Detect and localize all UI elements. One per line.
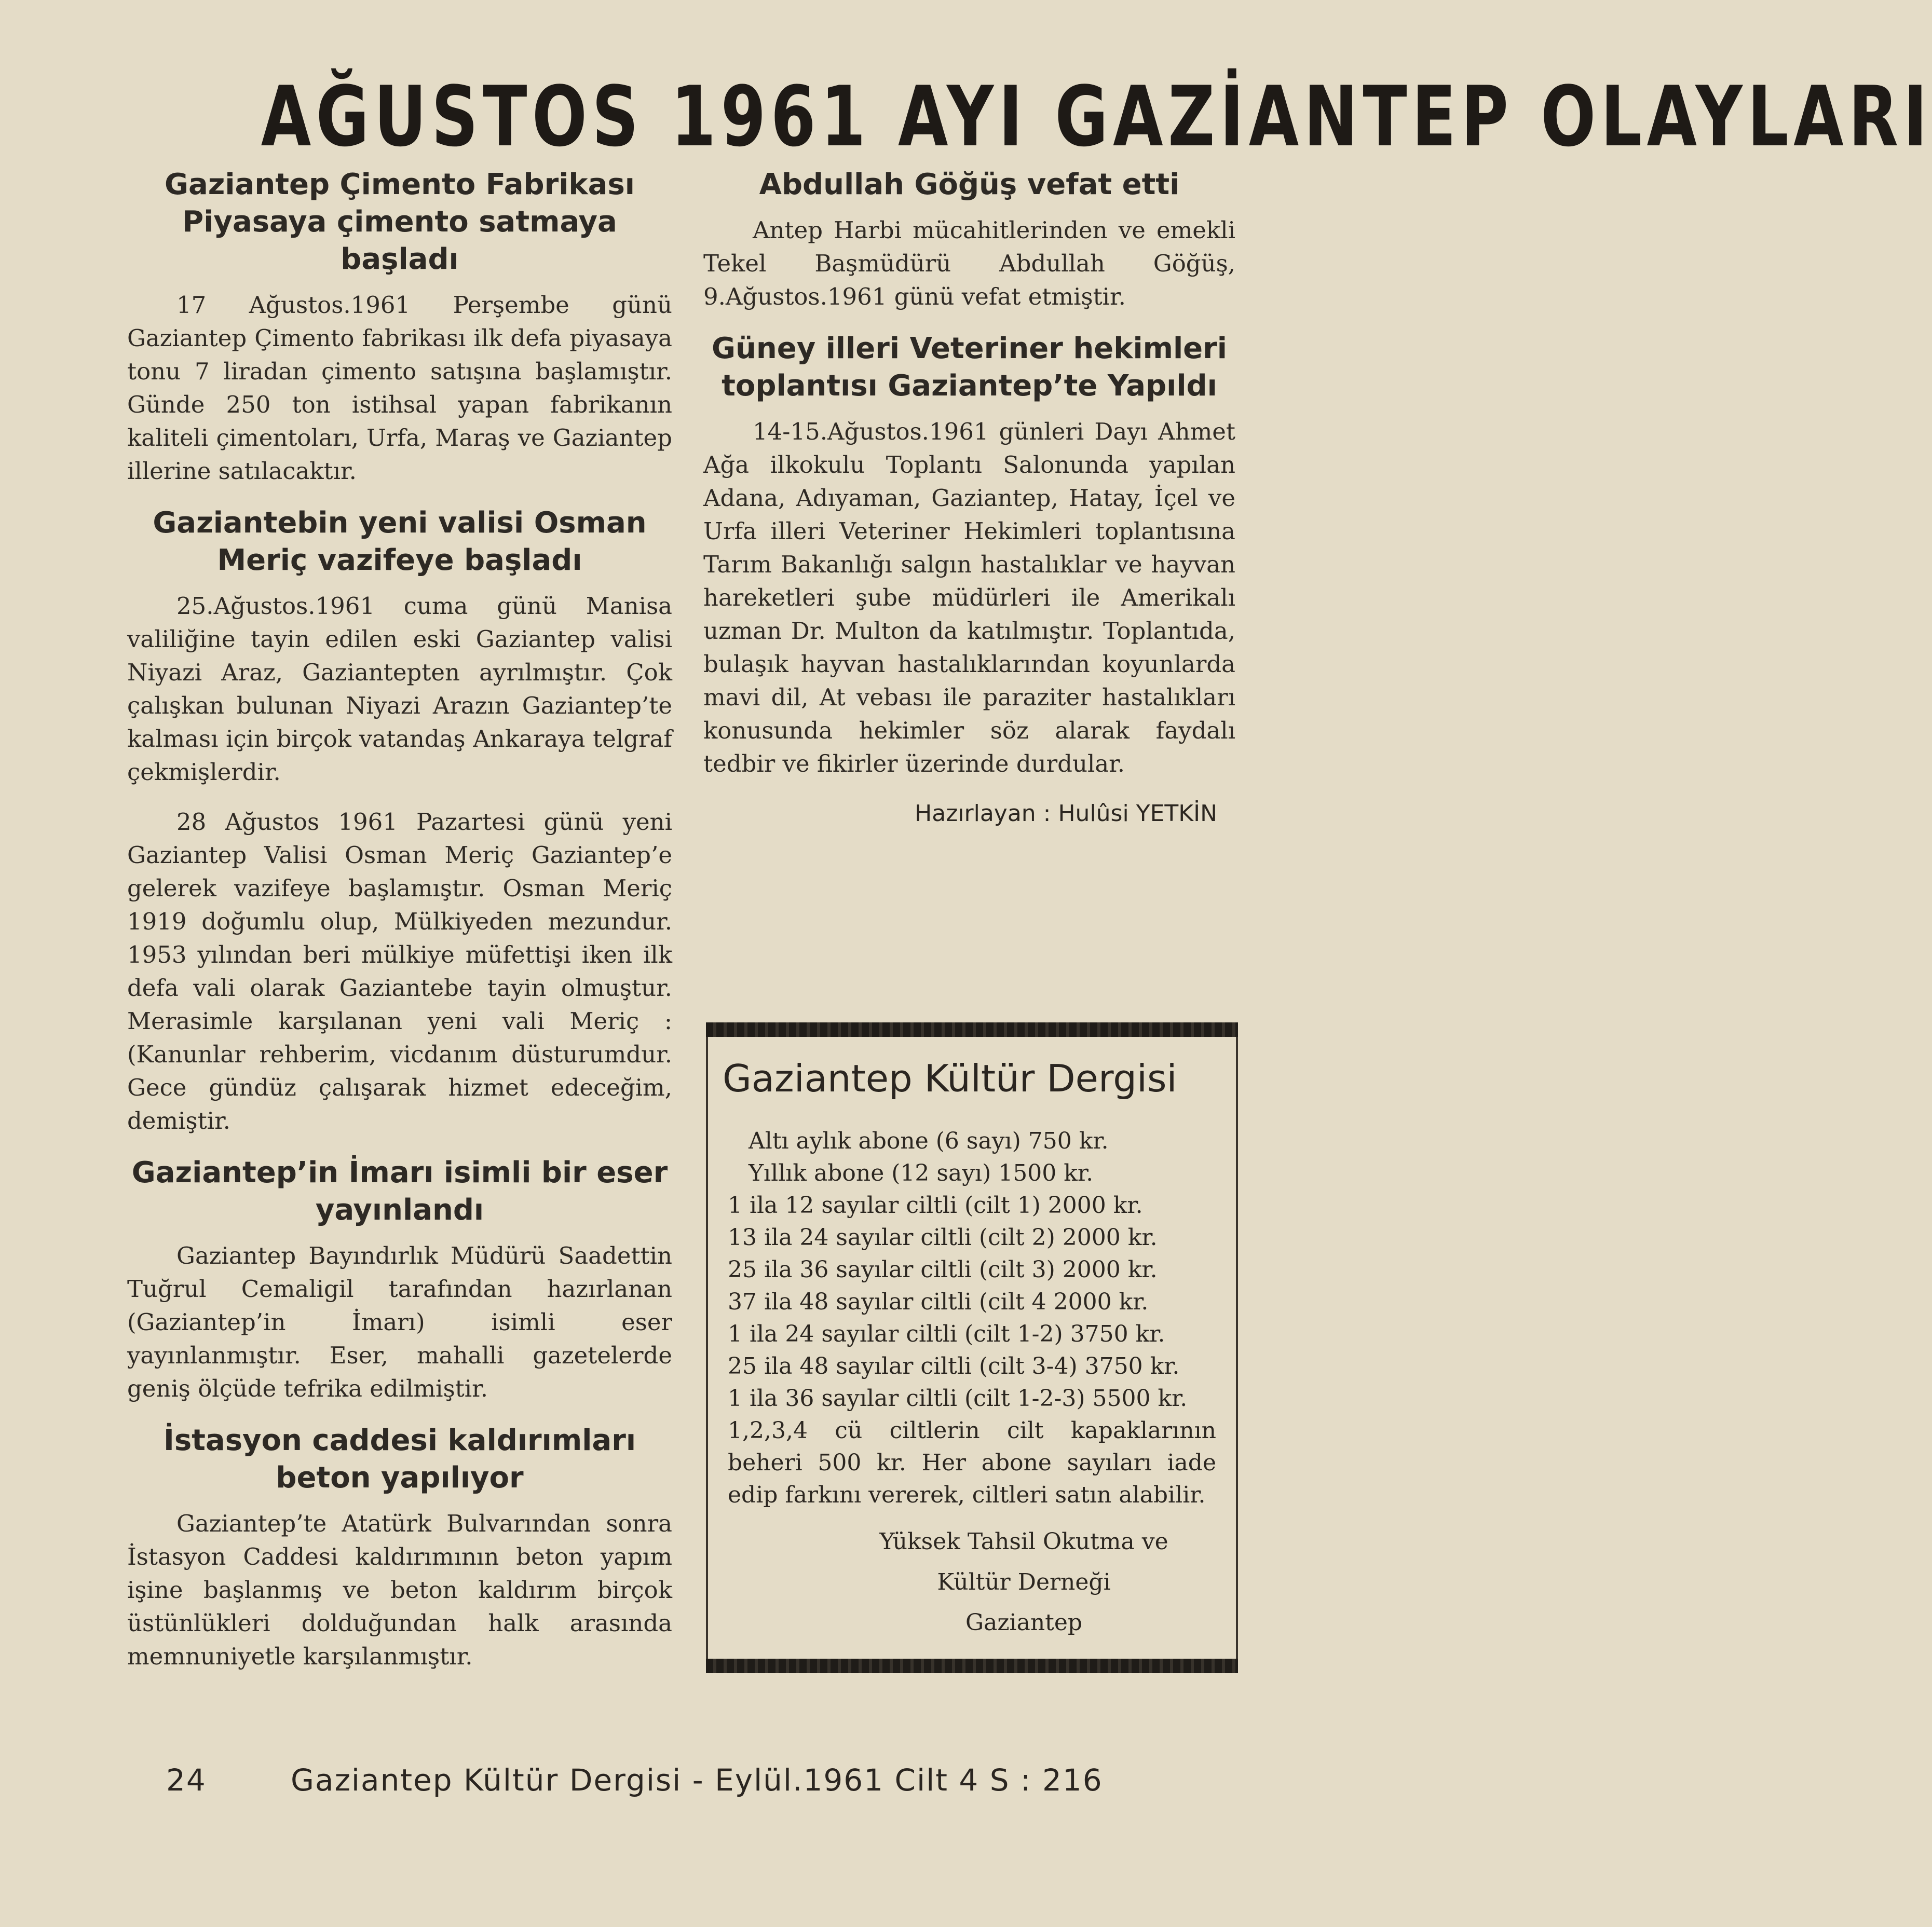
page-footer — [166, 1759, 1246, 1801]
price-line: 25 ila 36 sayılar ciltli (cilt 3) 2000 kr. — [728, 1256, 1158, 1283]
signature-line: Kültür Derneği — [937, 1569, 1111, 1595]
article-heading: Gaziantebin yeni valisi Osman Meriç vazifeye başladı — [153, 506, 647, 577]
signature-line: Gaziantep — [965, 1609, 1083, 1636]
article-istasyon — [127, 1422, 672, 1673]
article-paragraph: Gaziantep’te Atatürk Bulvarından sonra İstasyon Caddesi kaldırımının beton yapım işine başlanmış ve beton kaldırım birçok üstünlükleri dolduğundan halk arasında memnuniyetle karşılanmıştır. — [127, 1510, 672, 1670]
price-line: Altı aylık abone (6 sayı) 750 kr. — [749, 1128, 1109, 1154]
article-vefat — [703, 166, 1235, 313]
page-masthead: AĞUSTOS 1961 AYI GAZİANTEP OLAYLARI — [261, 68, 1932, 165]
article-heading: İstasyon caddesi kaldırımları beton yapılıyor — [163, 1424, 636, 1495]
article-heading: Güney illeri Veteriner hekimleri toplantısı Gaziantep’te Yapıldı — [712, 332, 1227, 403]
article-heading: Gaziantep’in İmarı isimli bir eser yayınlandı — [131, 1156, 668, 1227]
right-column — [703, 166, 1235, 830]
ad-title: Gaziantep Kültür Dergisi — [723, 1057, 1177, 1100]
article-paragraph: 25.Ağustos.1961 cuma günü Manisa valiliğine tayin edilen eski Gaziantep valisi Niyazi Araz, Gaziantepten ayrılmıştır. Çok çalışkan bulunan Niyazi Arazın Gaziantep’te kalması için birçok vatandaş Ankaraya telgraf çekmişlerdir. — [127, 592, 672, 786]
article-heading: Abdullah Göğüş vefat etti — [759, 168, 1180, 201]
ad-top-rule — [706, 1022, 1238, 1037]
ad-signature — [728, 1522, 1216, 1643]
price-line: 1 ila 24 sayılar ciltli (cilt 1-2) 3750 kr. — [728, 1321, 1165, 1347]
price-line: 13 ila 24 sayılar ciltli (cilt 2) 2000 kr. — [728, 1224, 1158, 1251]
byline: Hazırlayan : Hulûsi YETKİN — [915, 800, 1217, 827]
article-paragraph: Gaziantep Bayındırlık Müdürü Saadettin Tuğrul Cemaligil tarafından hazırlanan (Gaziantep’in İmarı) isimli eser yayınlanmıştır. Eser, mahalli gazetelerde geniş ölçüde tefrika edilmiştir. — [127, 1242, 672, 1402]
ad-bottom-rule — [706, 1659, 1238, 1673]
footer-text: Gaziantep Kültür Dergisi - Eylül.1961 Cilt 4 S : 216 — [291, 1762, 1103, 1798]
signature-line: Yüksek Tahsil Okutma ve — [879, 1528, 1168, 1555]
subscription-ad — [706, 1022, 1238, 1673]
ad-box — [706, 1037, 1238, 1659]
article-paragraph: 14-15.Ağustos.1961 günleri Dayı Ahmet Ağa ilkokulu Toplantı Salonunda yapılan Adana, Adıyaman, Gaziantep, Hatay, İçel ve Urfa illeri Veteriner Hekimleri toplantısına Tarım Bakanlığı salgın hastalıklar ve hayvan hareketleri şube müdürleri ile Amerikalı uzman Dr. Multon da katılmıştır. Toplantıda, bulaşık hayvan hastalıklarından koyunlarda mavi dil, At vebası ile paraziter hastalıkları konusunda hekimler söz alarak faydalı tedbir ve fikirler üzerinde durdular. — [703, 418, 1235, 777]
article-imar — [127, 1154, 672, 1405]
page-number: 24 — [166, 1762, 207, 1798]
price-line: 1 ila 36 sayılar ciltli (cilt 1-2-3) 5500 kr. — [728, 1385, 1188, 1412]
ad-note: 1,2,3,4 cü ciltlerin cilt kapaklarının beheri 500 kr. Her abone sayıları iade edip farkını vererek, ciltleri satın alabilir. — [728, 1417, 1216, 1508]
price-line: 37 ila 48 sayılar ciltli (cilt 4 2000 kr. — [728, 1289, 1149, 1315]
article-paragraph: 17 Ağustos.1961 Perşembe günü Gaziantep Çimento fabrikası ilk defa piyasaya tonu 7 liradan çimento satışına başlamıştır. Günde 250 ton istihsal yapan fabrikanın kaliteli çimentoları, Urfa, Maraş ve Gaziantep illerine satılacaktır. — [127, 291, 672, 485]
left-column — [127, 166, 672, 1690]
article-paragraph: Antep Harbi mücahitlerinden ve emekli Tekel Başmüdürü Abdullah Göğüş, 9.Ağustos.1961 günü vefat etmiştir. — [703, 216, 1235, 310]
price-line: Yıllık abone (12 sayı) 1500 kr. — [749, 1160, 1094, 1186]
price-line: 1 ila 12 sayılar ciltli (cilt 1) 2000 kr. — [728, 1192, 1143, 1219]
article-vali — [127, 504, 672, 1138]
article-cimento — [127, 166, 672, 488]
price-line: 25 ila 48 sayılar ciltli (cilt 3-4) 3750 kr. — [728, 1353, 1180, 1379]
article-paragraph: 28 Ağustos 1961 Pazartesi günü yeni Gaziantep Valisi Osman Meriç Gaziantep’e gelerek vazifeye başlamıştır. Osman Meriç 1919 doğumlu olup, Mülkiyeden mezundur. 1953 yılından beri mülkiye müfettişi iken ilk defa vali olarak Gaziantebe tayin olmuştur. Merasimle karşılanan yeni vali Meriç : (Kanunlar rehberim, vicdanım düsturumdur. Gece gündüz çalışarak hizmet edeceğim, demiştir. — [127, 808, 672, 1135]
article-heading: Gaziantep Çimento Fabrikası Piyasaya çimento satmaya başladı — [165, 168, 635, 276]
article-veteriner — [703, 330, 1235, 781]
